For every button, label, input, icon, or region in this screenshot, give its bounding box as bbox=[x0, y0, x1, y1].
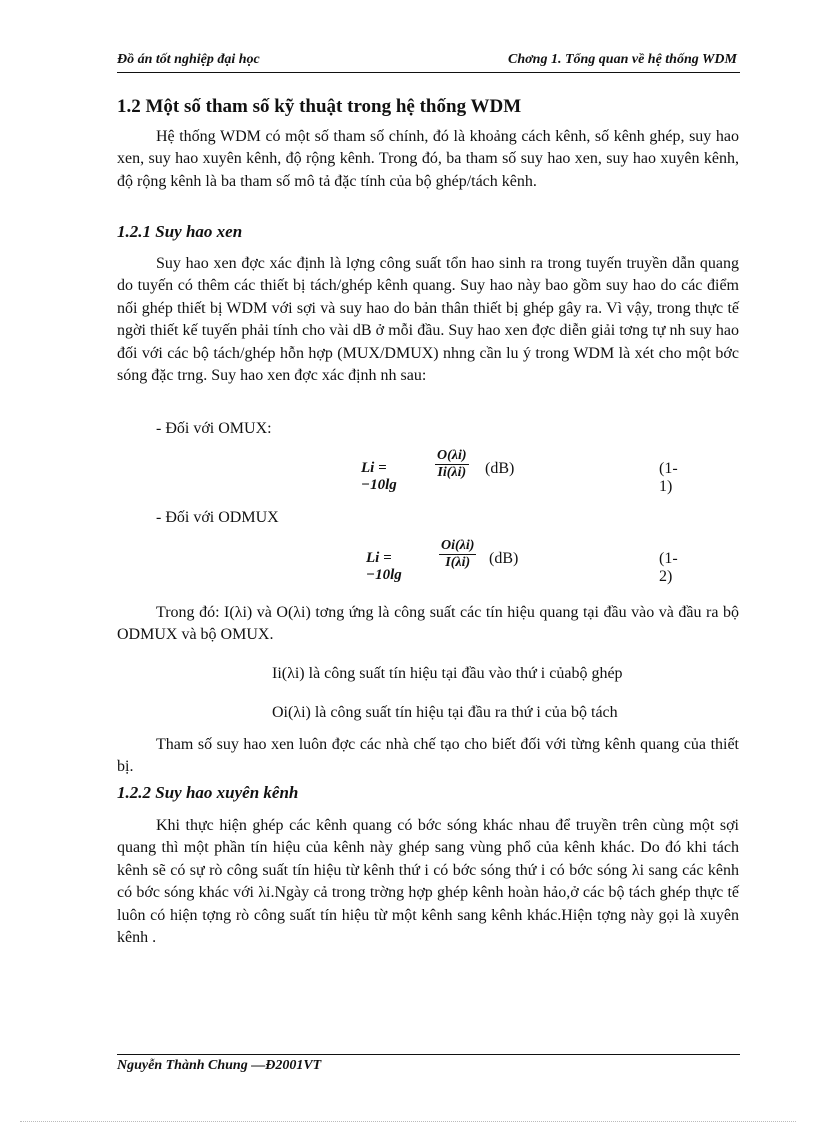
definition-output-power: Oi(λi) là công suất tín hiệu tại đầu ra thứ i của bộ tách bbox=[272, 704, 618, 721]
section-heading: 1.2 Một số tham số kỹ thuật trong hệ thống WDM bbox=[117, 96, 522, 117]
formula-2-unit: (dB) bbox=[489, 550, 519, 567]
subsection-heading-crosstalk: 1.2.2 Suy hao xuyên kênh bbox=[117, 783, 299, 802]
footer-author: Nguyễn Thành Chung —Đ2001VT bbox=[117, 1058, 322, 1073]
formula-2-numerator: Oi(λi) bbox=[441, 538, 475, 553]
formula-2-denominator: I(λi) bbox=[439, 554, 476, 571]
formula-1-fraction bbox=[435, 448, 469, 481]
header-divider bbox=[117, 72, 740, 73]
formula-1-lhs: Li = −10lg bbox=[361, 460, 397, 493]
omux-label: - Đối với OMUX: bbox=[156, 420, 272, 437]
odmux-label: - Đối với ODMUX bbox=[156, 509, 279, 526]
formula-2-fraction bbox=[439, 538, 476, 571]
formula-2-lhs: Li = −10lg bbox=[366, 550, 402, 583]
section-intro-paragraph: Hệ thống WDM có một số tham số chính, đó là khoảng cách kênh, số kênh ghép, suy hao xen, suy hao xuyên kênh, độ rộng kênh. Trong đó, ba tham số suy hao xen, suy hao xuyên kênh, độ rộng kênh là ba tham số mô tả đặc tính của bộ ghép/tách kênh. bbox=[117, 128, 739, 190]
formula-1-numerator: O(λi) bbox=[437, 448, 467, 463]
formula-2-number: (1-2) bbox=[659, 550, 678, 585]
crosstalk-paragraph: Khi thực hiện ghép các kênh quang có bớc sóng khác nhau để truyền trên cùng một sợi quang thì một phần tín hiệu của kênh này ghép sang vùng phổ của kênh khác. Do đó khi tách kênh sẽ có sự rò công suất tín hiệu từ kênh thứ i có bớc sóng thứ i có bớc sóng λi sang các kênh có bớc sóng khác với λi.Ngày cả trong trờng hợp ghép kênh hoàn hảo,ở các bộ tách ghép thực tế luôn có hiện tợng rò công suất tín hiệu từ một kênh sang kênh khác.Hiện tợng này gọi là xuyên kênh . bbox=[117, 817, 739, 947]
insertion-loss-paragraph: Suy hao xen đợc xác định là lợng công suất tổn hao sinh ra trong tuyến truyền dẫn quang do tuyến có thêm các thiết bị tách/ghép kênh quang. Suy hao này bao gồm suy hao do các điểm nối ghép thiết bị WDM với sợi và suy hao do bản thân thiết bị ghép gây ra. Vì vậy, trong thực tế ngời thiết kế tuyến phải tính cho vài dB ở mỗi đầu. Suy hao xen đợc diễn giải tơng tự nh suy hao đối với các bộ tách/ghép hỗn hợp (MUX/DMUX) nhng cần lu ý trong WDM là xét cho một bớc sóng đặc trng. Suy hao xen đợc xác định nh sau: bbox=[117, 255, 739, 385]
page-bottom-edge bbox=[20, 1121, 796, 1122]
insertion-loss-note-paragraph: Tham số suy hao xen luôn đợc các nhà chế tạo cho biết đối với từng kênh quang của thiết bị. bbox=[117, 736, 739, 776]
where-paragraph: Trong đó: I(λi) và O(λi) tơng ứng là công suất các tín hiệu quang tại đầu vào và đầu ra bộ ODMUX và bộ OMUX. bbox=[117, 604, 739, 644]
definition-input-power: Ii(λi) là công suất tín hiệu tại đầu vào thứ i củabộ ghép bbox=[272, 665, 623, 682]
footer-divider bbox=[117, 1054, 740, 1055]
page-header bbox=[117, 50, 740, 72]
header-document-title: Đồ án tốt nghiệp đại học bbox=[117, 52, 260, 67]
formula-1-unit: (dB) bbox=[485, 460, 515, 477]
formula-1-denominator: Ii(λi) bbox=[435, 464, 469, 481]
formula-1-number: (1-1) bbox=[659, 460, 678, 495]
header-chapter-title: Chơng 1. Tổng quan về hệ thống WDM bbox=[508, 52, 737, 67]
subsection-heading-insertion-loss: 1.2.1 Suy hao xen bbox=[117, 222, 243, 241]
